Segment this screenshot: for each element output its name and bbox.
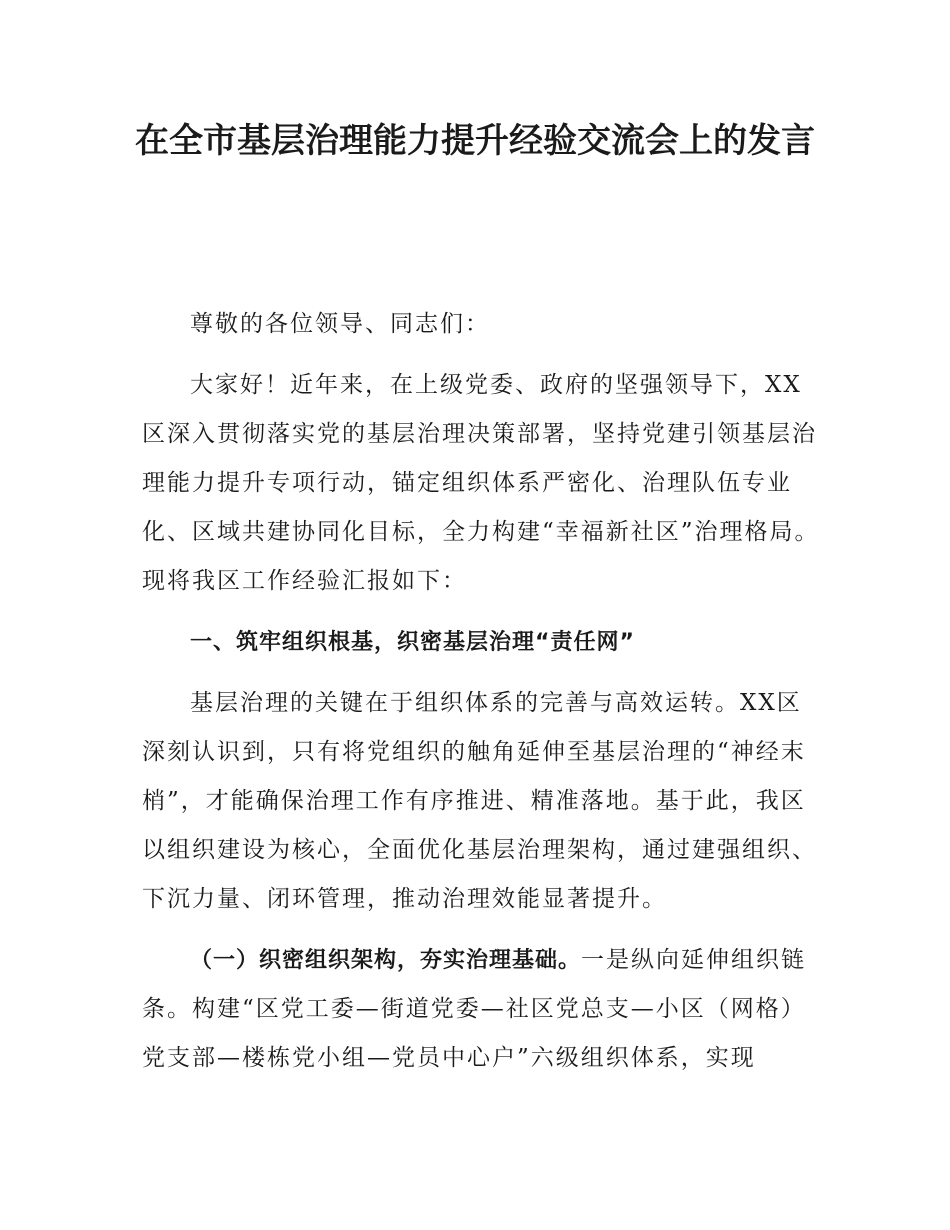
intro-paragraph: 大家好！近年来，在上级党委、政府的坚强领导下，XX区深入贯彻落实党的基层治理决策部署，坚持党建引领基层治理能力提升专项行动，锚定组织体系严密化、治理队伍专业化、区域共建协同化目标，全力构建“幸福新社区”治理格局。现将我区工作经验汇报如下： [142, 372, 820, 594]
subsection-1-paragraph [142, 936, 822, 1083]
document-title: 在全市基层治理能力提升经验交流会上的发言 [135, 121, 815, 161]
salutation: 尊敬的各位领导、同志们： [190, 311, 490, 337]
subsection-1-text: 一是纵向延伸组织链条。构建“区党工委—街道党委—社区党总支—小区（网格）党支部—楼栋党小组—党员中心户”六级组织体系，实现 [142, 947, 807, 1071]
document-body [142, 300, 822, 1095]
section-1-paragraph: 基层治理的关键在于组织体系的完善与高效运转。XX区深刻认识到，只有将党组织的触角延伸至基层治理的“神经末梢”，才能确保治理工作有序推进、精准落地。基于此，我区以组织建设为核心，全面优化基层治理架构，通过建强组织、下沉力量、闭环管理，推动治理效能显著提升。 [142, 690, 817, 912]
section-heading-1: 一、筑牢组织根基，织密基层治理“责任网” [190, 630, 635, 655]
subsection-1-lead: （一）织密组织架构，夯实治理基础。 [190, 948, 582, 973]
